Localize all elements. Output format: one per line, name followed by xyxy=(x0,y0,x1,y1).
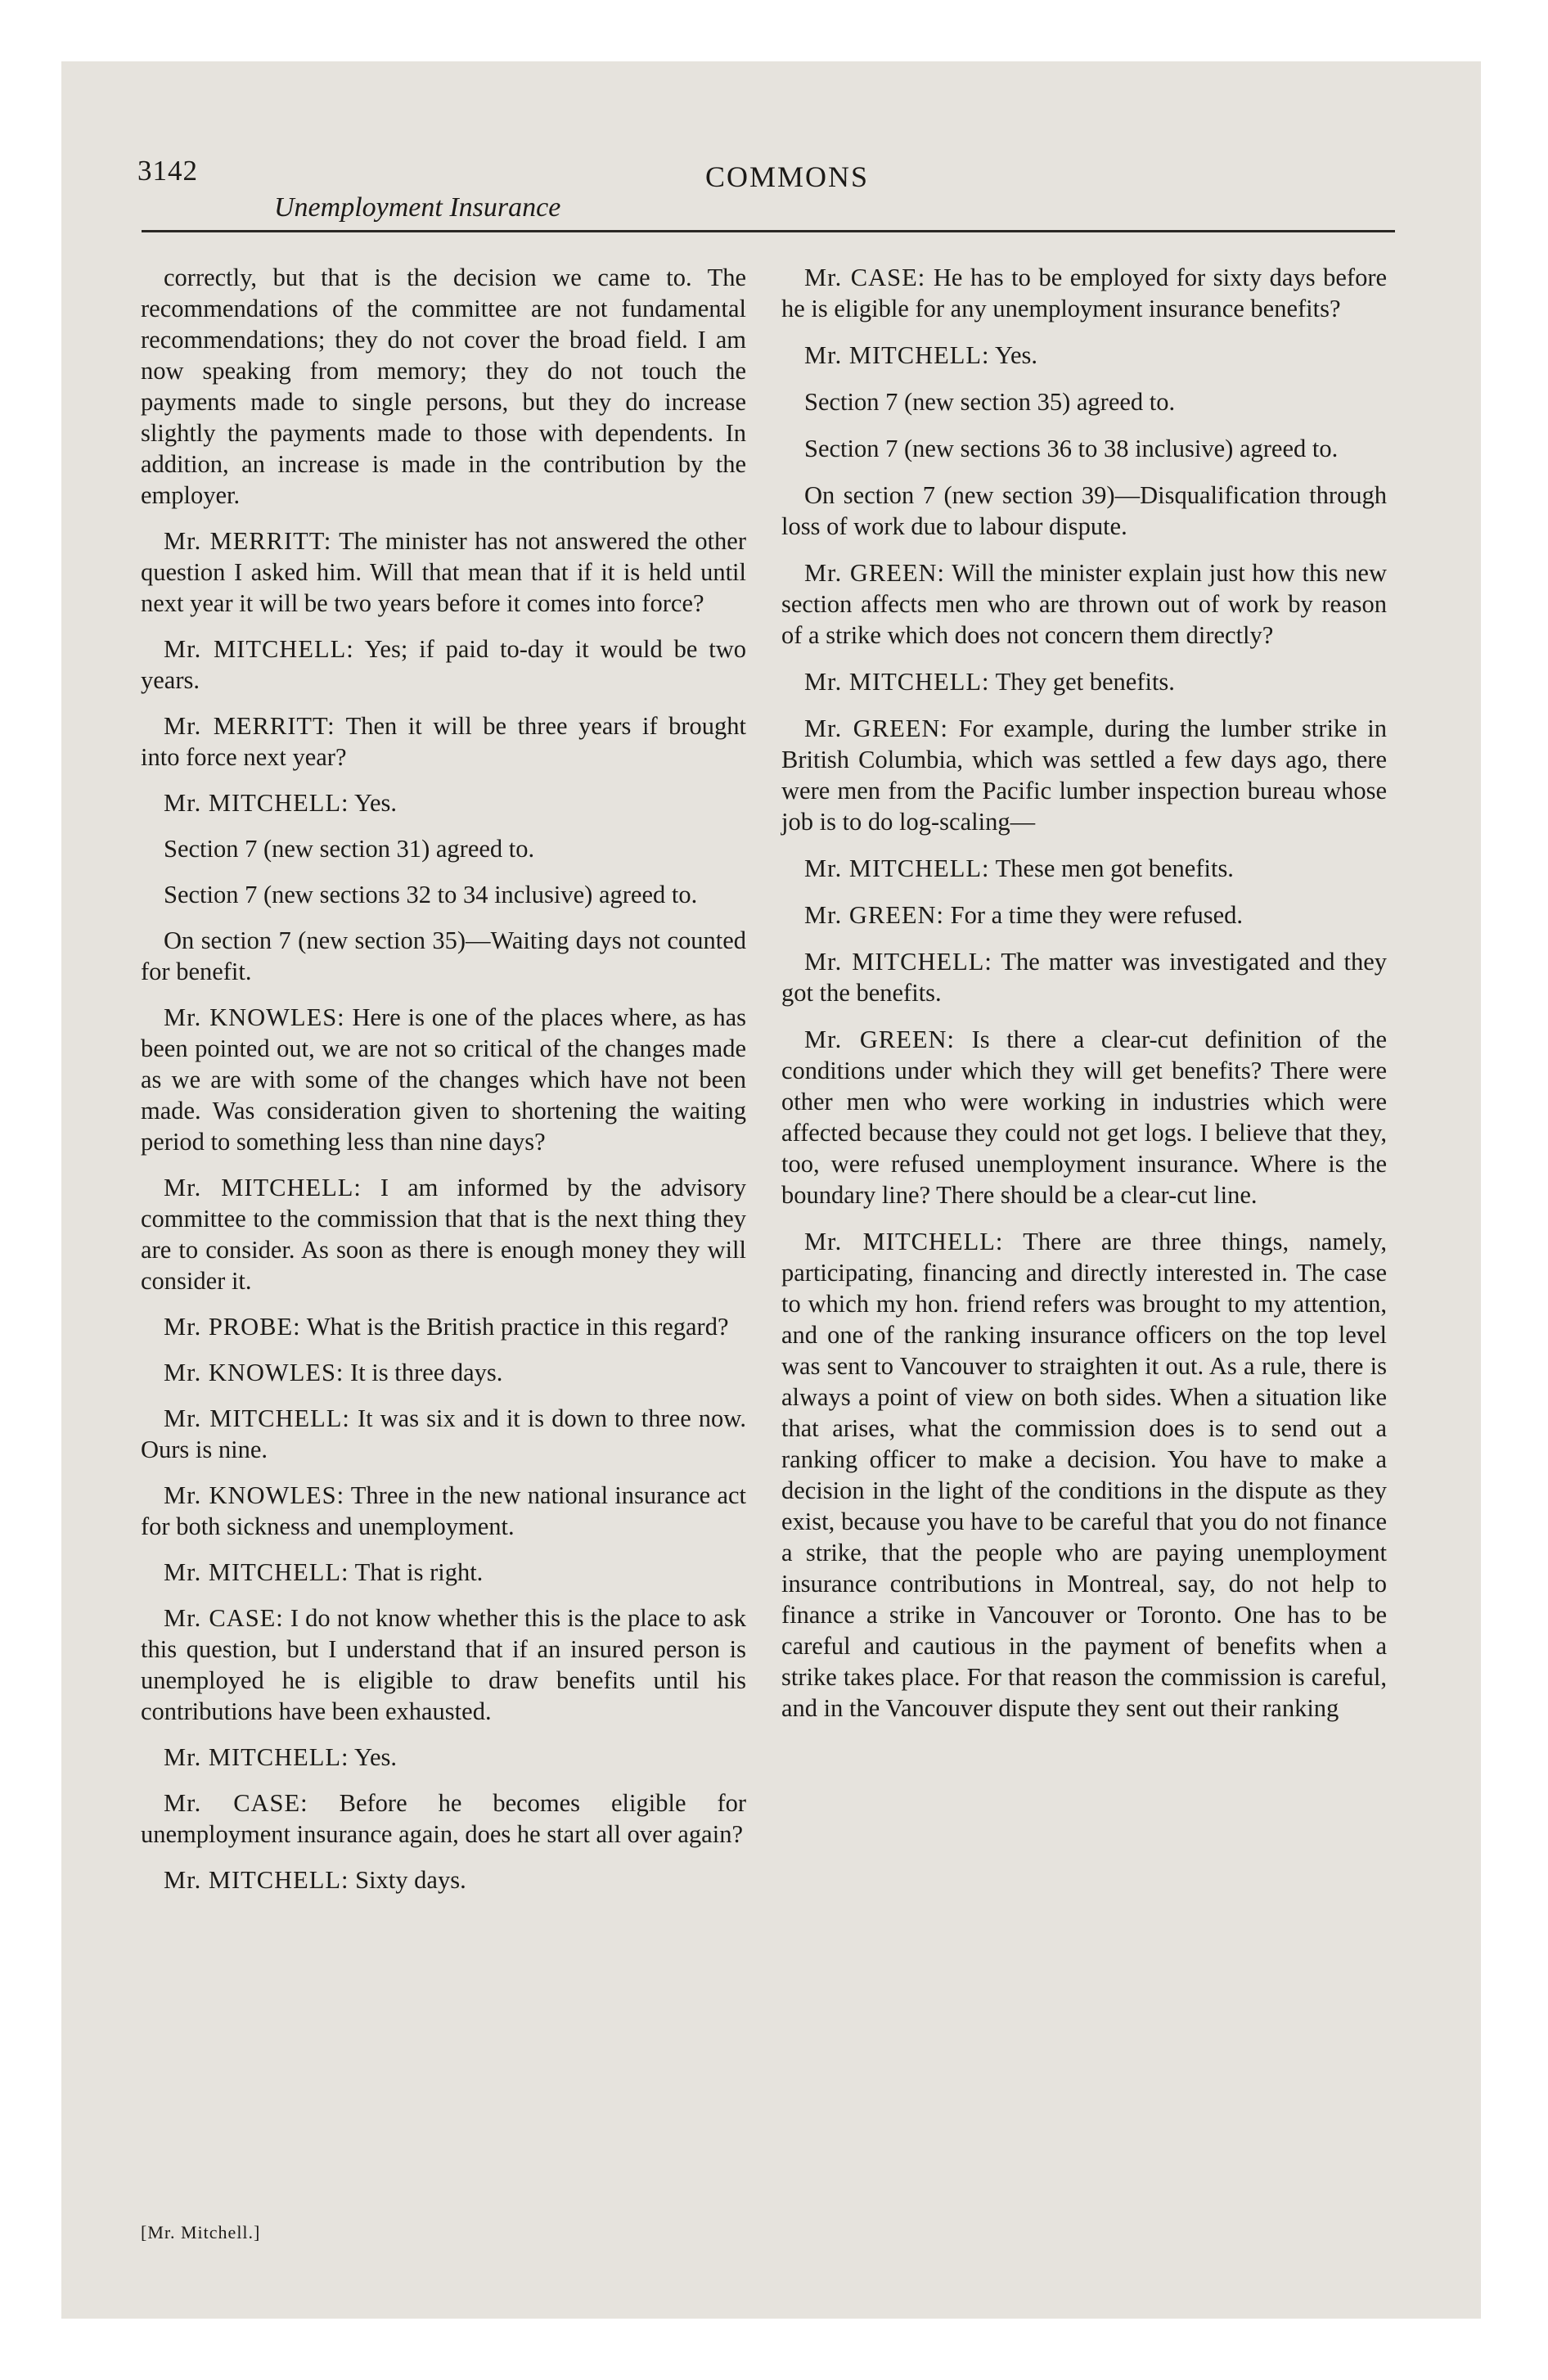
paragraph xyxy=(141,1002,746,1157)
paragraph xyxy=(781,946,1387,1008)
paragraph-text: Section 7 (new section 35) agreed to. xyxy=(804,388,1176,416)
paragraph xyxy=(141,1357,746,1388)
speaker-name: Mr. GREEN: xyxy=(804,714,948,742)
paragraph xyxy=(781,666,1387,697)
paragraph-text: I am informed by the advisory committee to the commission that that is the next thing they are to consider. As soon as there is enough money they will consider it. xyxy=(141,1174,746,1295)
paragraph xyxy=(781,853,1387,884)
speaker-name: Mr. KNOWLES: xyxy=(164,1359,344,1386)
page-header xyxy=(61,61,1481,241)
paragraph-text: On section 7 (new section 39)—Disqualification through loss of work due to labour dispute. xyxy=(781,481,1387,540)
paragraph xyxy=(141,525,746,619)
speaker-name: Mr. MITCHELL: xyxy=(804,1228,1004,1255)
paragraph xyxy=(141,925,746,987)
speaker-name: Mr. MITCHELL: xyxy=(164,635,354,663)
paragraph xyxy=(781,262,1387,324)
paragraph xyxy=(141,1480,746,1542)
paragraph-text: That is right. xyxy=(354,1558,484,1586)
speaker-name: Mr. KNOWLES: xyxy=(164,1481,345,1509)
speaker-name: Mr. MITCHELL: xyxy=(804,948,992,976)
speaker-name: Mr. MITCHELL: xyxy=(804,341,990,369)
page-number: 3142 xyxy=(137,155,198,187)
paragraph-text: The minister has not answered the other question I asked him. Will that mean that if it is held until next year it will be two years before it comes into force? xyxy=(141,527,746,617)
paragraph-text: For a time they were refused. xyxy=(950,901,1244,929)
paragraph xyxy=(141,1742,746,1773)
paragraph-text: What is the British practice in this regard? xyxy=(306,1313,729,1341)
paragraph-text: Three in the new national insurance act for both sickness and unemployment. xyxy=(141,1481,746,1540)
paragraph-text: Yes. xyxy=(354,1743,398,1771)
speaker-name: Mr. MITCHELL: xyxy=(804,854,990,882)
paragraph-text: Before he becomes eligible for unemployment insurance again, does he start all over again? xyxy=(141,1789,747,1848)
speaker-name: Mr. CASE: xyxy=(164,1604,284,1632)
paragraph xyxy=(781,713,1387,837)
paragraph-text: It is three days. xyxy=(350,1359,503,1386)
speaker-name: Mr. MITCHELL: xyxy=(164,789,349,817)
paragraph xyxy=(781,899,1387,931)
speaker-name: Mr. GREEN: xyxy=(804,1025,955,1053)
paragraph xyxy=(781,433,1387,464)
paragraph-text: Is there a clear-cut definition of the conditions under which they will get benefits? There were other men who were working in industries which were affected because they could not get logs. I believe that they, too, were refused unemployment insurance. Where is the boundary line? There should be a clear-cut line. xyxy=(781,1025,1387,1209)
paragraph xyxy=(781,340,1387,371)
section-title: Unemployment Insurance xyxy=(274,192,561,223)
speaker-reference: [Mr. Mitchell.] xyxy=(141,2222,261,2243)
paragraph xyxy=(141,1311,746,1342)
speaker-name: Mr. MERRITT: xyxy=(164,712,335,740)
speaker-name: Mr. MITCHELL: xyxy=(164,1558,349,1586)
paragraph-text: On section 7 (new section 35)—Waiting days not counted for benefit. xyxy=(141,926,746,985)
paragraph xyxy=(781,1226,1387,1724)
paragraph-text: I do not know whether this is the place to ask this question, but I understand that if an insured person is unemployed he is eligible to draw benefits until his contributions have been exhausted. xyxy=(141,1604,746,1725)
paragraph xyxy=(781,386,1387,417)
paragraph xyxy=(141,1864,746,1895)
paragraph-text: Section 7 (new sections 36 to 38 inclusive) agreed to. xyxy=(804,435,1339,462)
paragraph-text: They get benefits. xyxy=(995,668,1175,696)
paragraph-text: Yes. xyxy=(995,341,1038,369)
paragraph-text: For example, during the lumber strike in British Columbia, which was settled a few days ago, there were men from the Pacific lumber inspection bureau whose job is to do log-scaling— xyxy=(781,714,1387,836)
paragraph-text: Yes. xyxy=(354,789,398,817)
speaker-name: Mr. KNOWLES: xyxy=(164,1003,345,1031)
speaker-name: Mr. GREEN: xyxy=(804,901,944,929)
paragraph-text: Sixty days. xyxy=(355,1866,466,1894)
speaker-name: Mr. PROBE: xyxy=(164,1313,301,1341)
paragraph xyxy=(141,262,746,511)
paragraph-text: correctly, but that is the decision we came to. The recommendations of the committee are not fundamental recommendations; they do not cover the broad field. I am now speaking from memory; they do not touch the payments made to single persons, but they do increase slightly the payments made to those with dependents. In addition, an increase is made in the contribution by the employer. xyxy=(141,264,746,509)
speaker-name: Mr. GREEN: xyxy=(804,559,945,587)
paragraph xyxy=(141,710,746,773)
speaker-name: Mr. MITCHELL: xyxy=(164,1174,362,1201)
paragraph-text: Section 7 (new sections 32 to 34 inclusive) agreed to. xyxy=(164,881,698,908)
paragraph xyxy=(141,833,746,864)
paragraph xyxy=(141,879,746,910)
paragraph xyxy=(781,557,1387,651)
speaker-name: Mr. CASE: xyxy=(804,264,926,291)
paragraph xyxy=(781,1024,1387,1210)
speaker-name: Mr. MERRITT: xyxy=(164,527,332,555)
right-column xyxy=(781,262,1387,1739)
speaker-name: Mr. MITCHELL: xyxy=(804,668,990,696)
paragraph xyxy=(141,1787,746,1850)
speaker-name: Mr. MITCHELL: xyxy=(164,1404,350,1432)
paragraph-text: He has to be employed for sixty days before he is eligible for any unemployment insurance benefits? xyxy=(781,264,1388,322)
paragraph-text: Here is one of the places where, as has been pointed out, we are not so critical of the changes made as we are with some of the changes which have not been made. Was consideration given to shortening the waiting period to something less than nine days? xyxy=(141,1003,746,1156)
speaker-name: Mr. MITCHELL: xyxy=(164,1743,349,1771)
paragraph xyxy=(141,633,746,696)
left-column xyxy=(141,262,746,1910)
paragraph xyxy=(781,480,1387,542)
paragraph-text: Will the minister explain just how this new section affects men who are thrown out of work by reason of a strike which does not concern them directly? xyxy=(781,559,1387,649)
header-rule xyxy=(142,230,1395,232)
paragraph-text: Section 7 (new section 31) agreed to. xyxy=(164,835,535,863)
hansard-page xyxy=(61,61,1481,2319)
paragraph xyxy=(141,1172,746,1296)
paragraph-text: It was six and it is down to three now. Ours is nine. xyxy=(141,1404,746,1463)
paragraph xyxy=(141,787,746,818)
paragraph xyxy=(141,1557,746,1588)
paragraph-text: There are three things, namely, participating, financing and directly interested in. The case to which my hon. friend refers was brought to my attention, and one of the ranking insurance officers on the top level was sent to Vancouver to straighten it out. As a rule, there is always a point of view on both sides. When a situation like that arises, what the commission does is to send out a ranking officer to make a decision. You have to make a decision in the light of the conditions in the dispute as they exist, because you have to be careful that you do not finance a strike, that the people who are paying unemployment insurance contributions in Montreal, say, do not help to finance a strike in Vancouver or Toronto. One has to be careful and cautious in the payment of benefits when a strike takes place. For that reason the commission is careful, and in the Vancouver dispute they sent out their ranking xyxy=(781,1228,1387,1722)
speaker-name: Mr. MITCHELL: xyxy=(164,1866,349,1894)
speaker-name: Mr. CASE: xyxy=(164,1789,308,1817)
paragraph-text: Yes; if paid to-day it would be two years. xyxy=(141,635,746,694)
paragraph xyxy=(141,1403,746,1465)
paragraph-text: The matter was investigated and they got the benefits. xyxy=(781,948,1387,1007)
paragraph xyxy=(141,1602,746,1727)
paragraph-text: Then it will be three years if brought into force next year? xyxy=(141,712,747,771)
paragraph-text: These men got benefits. xyxy=(995,854,1234,882)
running-head: COMMONS xyxy=(705,160,870,193)
